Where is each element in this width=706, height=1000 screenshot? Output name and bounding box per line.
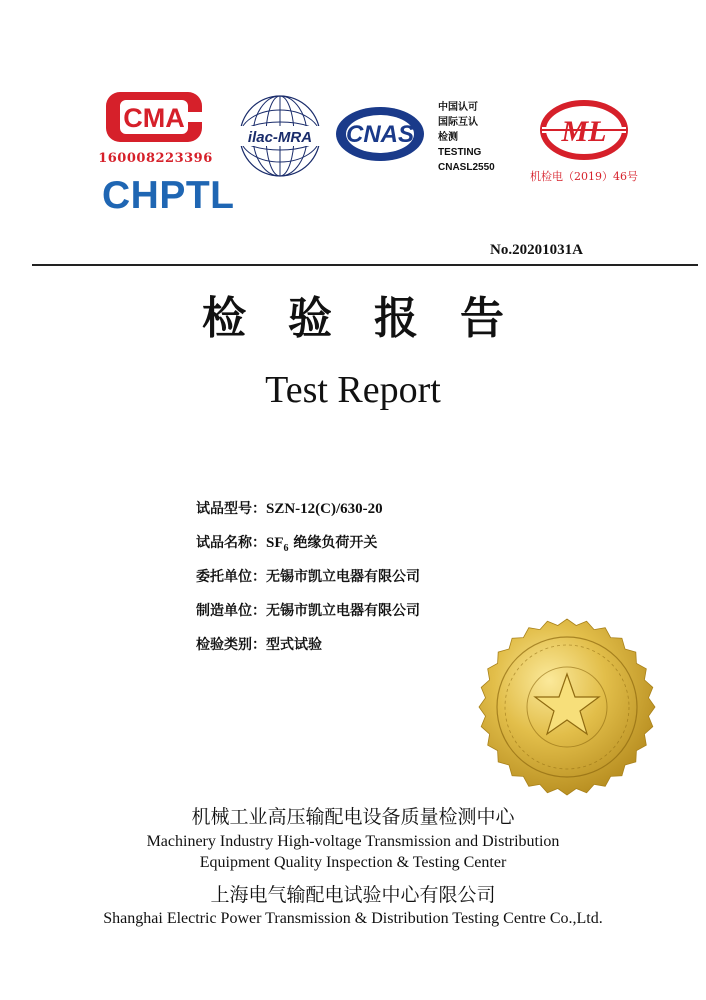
ml-caption: 机检电（2019）46号 <box>530 170 638 183</box>
cnas-line: 检测 <box>438 132 458 143</box>
org-name-english-3: Shanghai Electric Power Transmission & Distribution Testing Centre Co.,Ltd. <box>103 910 603 927</box>
gold-star-seal-icon <box>472 612 662 802</box>
org-name-chinese-2: 上海电气输配电试验中心有限公司 <box>210 884 496 906</box>
org-name-english-2: Equipment Quality Inspection & Testing Center <box>199 854 507 871</box>
info-value: SF <box>266 535 284 551</box>
report-number: No.20201031A <box>490 242 583 258</box>
info-value-subscript: 6 <box>283 542 289 554</box>
cnas-line: TESTING <box>438 147 482 158</box>
info-row-model <box>196 497 526 531</box>
cma-logo <box>100 86 208 148</box>
info-value: 无锡市凯立电器有限公司 <box>266 569 420 585</box>
info-label: 检验类别： <box>196 637 266 653</box>
info-value: 型式试验 <box>266 637 322 653</box>
title-english: Test Report <box>265 369 441 411</box>
svg-text:CNAS: CNAS <box>345 121 415 148</box>
info-value: 绝缘负荷开关 <box>288 535 378 551</box>
ilac-mra-logo <box>236 92 324 180</box>
info-row-name <box>196 531 526 565</box>
info-value: SZN-12(C)/630-20 <box>266 501 383 517</box>
info-row-client <box>196 565 526 599</box>
info-label: 试品型号： <box>196 501 266 517</box>
title-chinese: 检验报告 <box>202 293 546 344</box>
info-label: 试品名称： <box>196 535 266 551</box>
cnas-accreditation-text <box>438 100 495 175</box>
cma-code: 160008223396 <box>98 151 213 166</box>
cnas-logo <box>333 104 427 164</box>
org-name-english-1: Machinery Industry High-voltage Transmission and Distribution <box>146 833 560 850</box>
header-divider <box>32 264 698 266</box>
info-value: 无锡市凯立电器有限公司 <box>266 603 420 619</box>
ml-logo <box>538 98 630 162</box>
cnas-line: 中国认可 <box>438 102 478 113</box>
chptl-logo: CHPTL <box>102 174 235 217</box>
svg-text:ilac-MRA: ilac-MRA <box>247 129 313 146</box>
org-name-chinese-1: 机械工业高压输配电设备质量检测中心 <box>191 806 515 828</box>
info-label: 制造单位： <box>196 603 266 619</box>
cnas-line: CNASL2550 <box>438 162 495 173</box>
info-label: 委托单位： <box>196 569 266 585</box>
svg-text:ML: ML <box>561 115 607 148</box>
svg-text:CMA: CMA <box>123 103 185 133</box>
cnas-line: 国际互认 <box>438 117 478 128</box>
